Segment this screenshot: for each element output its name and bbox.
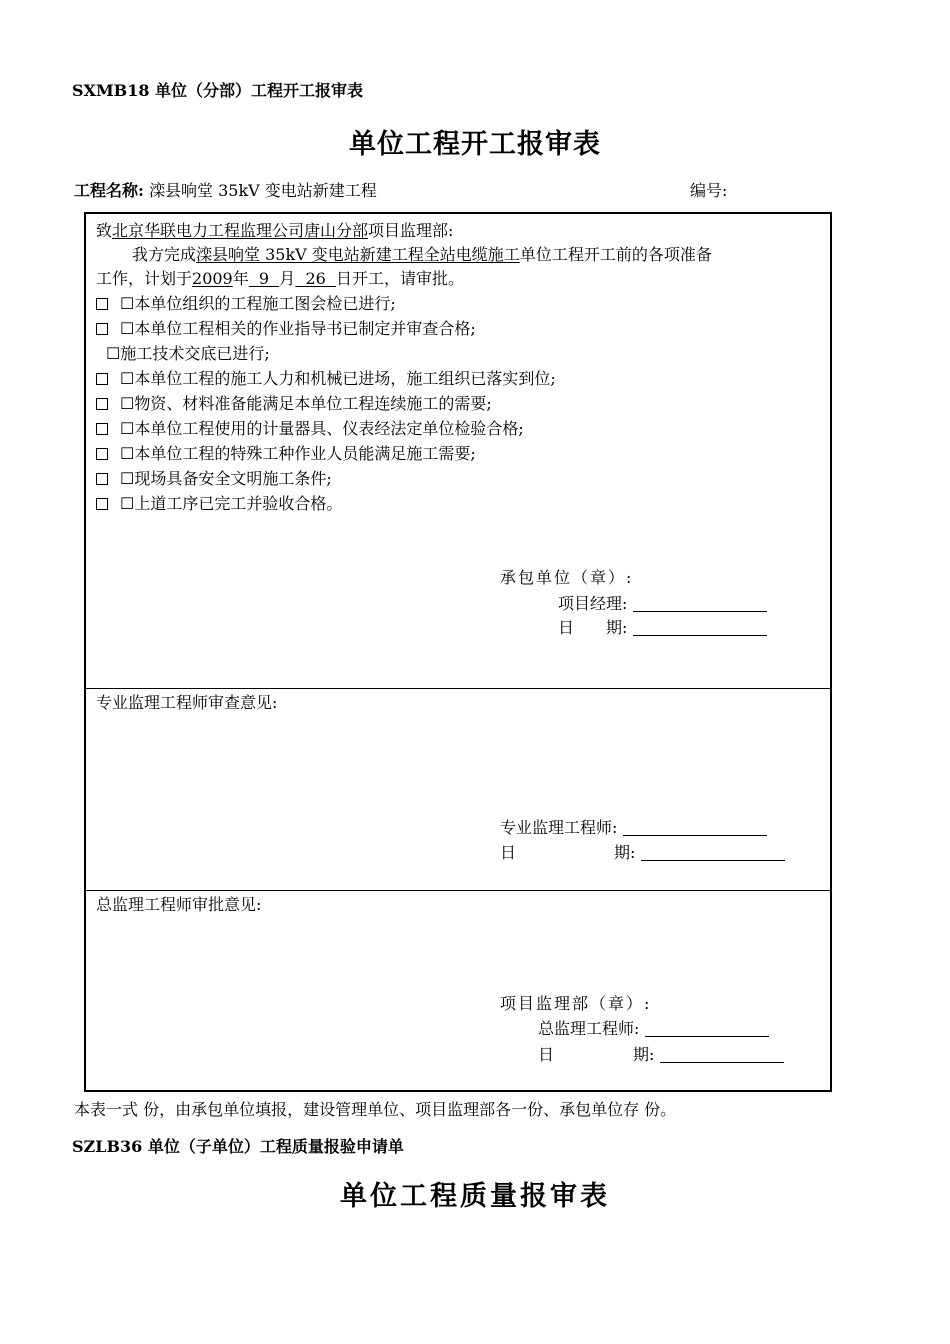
date-blank[interactable] <box>633 621 767 636</box>
chief-engineer-signature[interactable]: 总监理工程师: <box>538 1018 769 1040</box>
signature-blank[interactable] <box>633 597 767 612</box>
checkbox[interactable] <box>96 473 108 485</box>
check-item[interactable]: ☐本单位工程的施工人力和机械已进场，施工组织已落实到位; <box>96 368 556 390</box>
supervision-dept-seal-label: 项目监理部（章）: <box>500 994 652 1013</box>
engineer-review-heading: 专业监理工程师审查意见: <box>96 693 278 712</box>
intro-project: 滦县响堂 35kV 变电站新建工程全站电缆施工 <box>196 245 520 264</box>
date-blank[interactable] <box>641 846 785 861</box>
approval-form-table <box>84 212 832 1092</box>
checkbox[interactable] <box>96 373 108 385</box>
check-item[interactable]: ☐本单位组织的工程施工图会检已进行; <box>96 293 396 315</box>
contractor-seal-label: 承包单位（章）: <box>500 568 634 587</box>
check-item[interactable]: ☐本单位工程使用的计量器具、仪表经法定单位检验合格; <box>96 418 524 440</box>
addressee-line: 致北京华联电力工程监理公司唐山分部项目监理部: <box>96 221 454 240</box>
next-form-code-line: SZLB36 单位（子单位）工程质量报验申请单 <box>72 1137 404 1156</box>
checkbox[interactable] <box>96 498 108 510</box>
check-item[interactable]: ☐上道工序已完工并验收合格。 <box>96 493 342 515</box>
section-divider <box>86 890 830 891</box>
next-form-title: 单位工程质量报审表 <box>340 1181 610 1212</box>
start-year: 2009 <box>192 269 233 288</box>
engineer-date-field[interactable]: 日 期: <box>500 842 785 864</box>
form-number-label: 编号: <box>690 181 728 200</box>
date-blank[interactable] <box>660 1048 784 1063</box>
signature-blank[interactable] <box>623 821 767 836</box>
engineer-signature[interactable]: 专业监理工程师: <box>500 817 767 839</box>
footnote: 本表一式 份，由承包单位填报，建设管理单位、项目监理部各一份、承包单位存 份。 <box>74 1100 677 1119</box>
chief-approval-heading: 总监理工程师审批意见: <box>96 895 262 914</box>
chief-date-field[interactable]: 日 期: <box>538 1044 784 1066</box>
check-item[interactable]: ☐物资、材料准备能满足本单位工程连续施工的需要; <box>96 393 492 415</box>
check-item[interactable]: ☐施工技术交底已进行; <box>106 344 270 363</box>
checkbox[interactable] <box>96 298 108 310</box>
addressee-company: 北京华联电力工程监理公司唐山分部 <box>112 221 369 240</box>
check-item[interactable]: ☐本单位工程相关的作业指导书已制定并审查合格; <box>96 318 476 340</box>
checkbox[interactable] <box>96 398 108 410</box>
start-date-line: 工作，计划于2009年 9 月 26 日开工，请审批。 <box>96 269 465 288</box>
checkbox[interactable] <box>96 323 108 335</box>
start-day: 26 <box>305 269 326 288</box>
section-divider <box>86 688 830 689</box>
form-code-line: SXMB18 单位（分部）工程开工报审表 <box>72 81 364 100</box>
check-item[interactable]: ☐本单位工程的特殊工种作业人员能满足施工需要; <box>96 443 476 465</box>
contractor-date-field[interactable]: 日 期: <box>558 617 767 639</box>
start-month: 9 <box>258 269 270 288</box>
project-name-label: 工程名称: <box>74 181 144 200</box>
project-name-value: 滦县响堂 35kV 变电站新建工程 <box>149 181 377 200</box>
checkbox[interactable] <box>96 448 108 460</box>
signature-blank[interactable] <box>645 1022 769 1037</box>
project-manager-signature[interactable]: 项目经理: <box>558 593 767 615</box>
form-title: 单位工程开工报审表 <box>349 129 601 160</box>
intro-line: 我方完成滦县响堂 35kV 变电站新建工程全站电缆施工单位工程开工前的各项准备 <box>132 245 712 264</box>
checkbox[interactable] <box>96 423 108 435</box>
check-item[interactable]: ☐现场具备安全文明施工条件; <box>96 468 332 490</box>
project-name-line <box>74 178 377 201</box>
